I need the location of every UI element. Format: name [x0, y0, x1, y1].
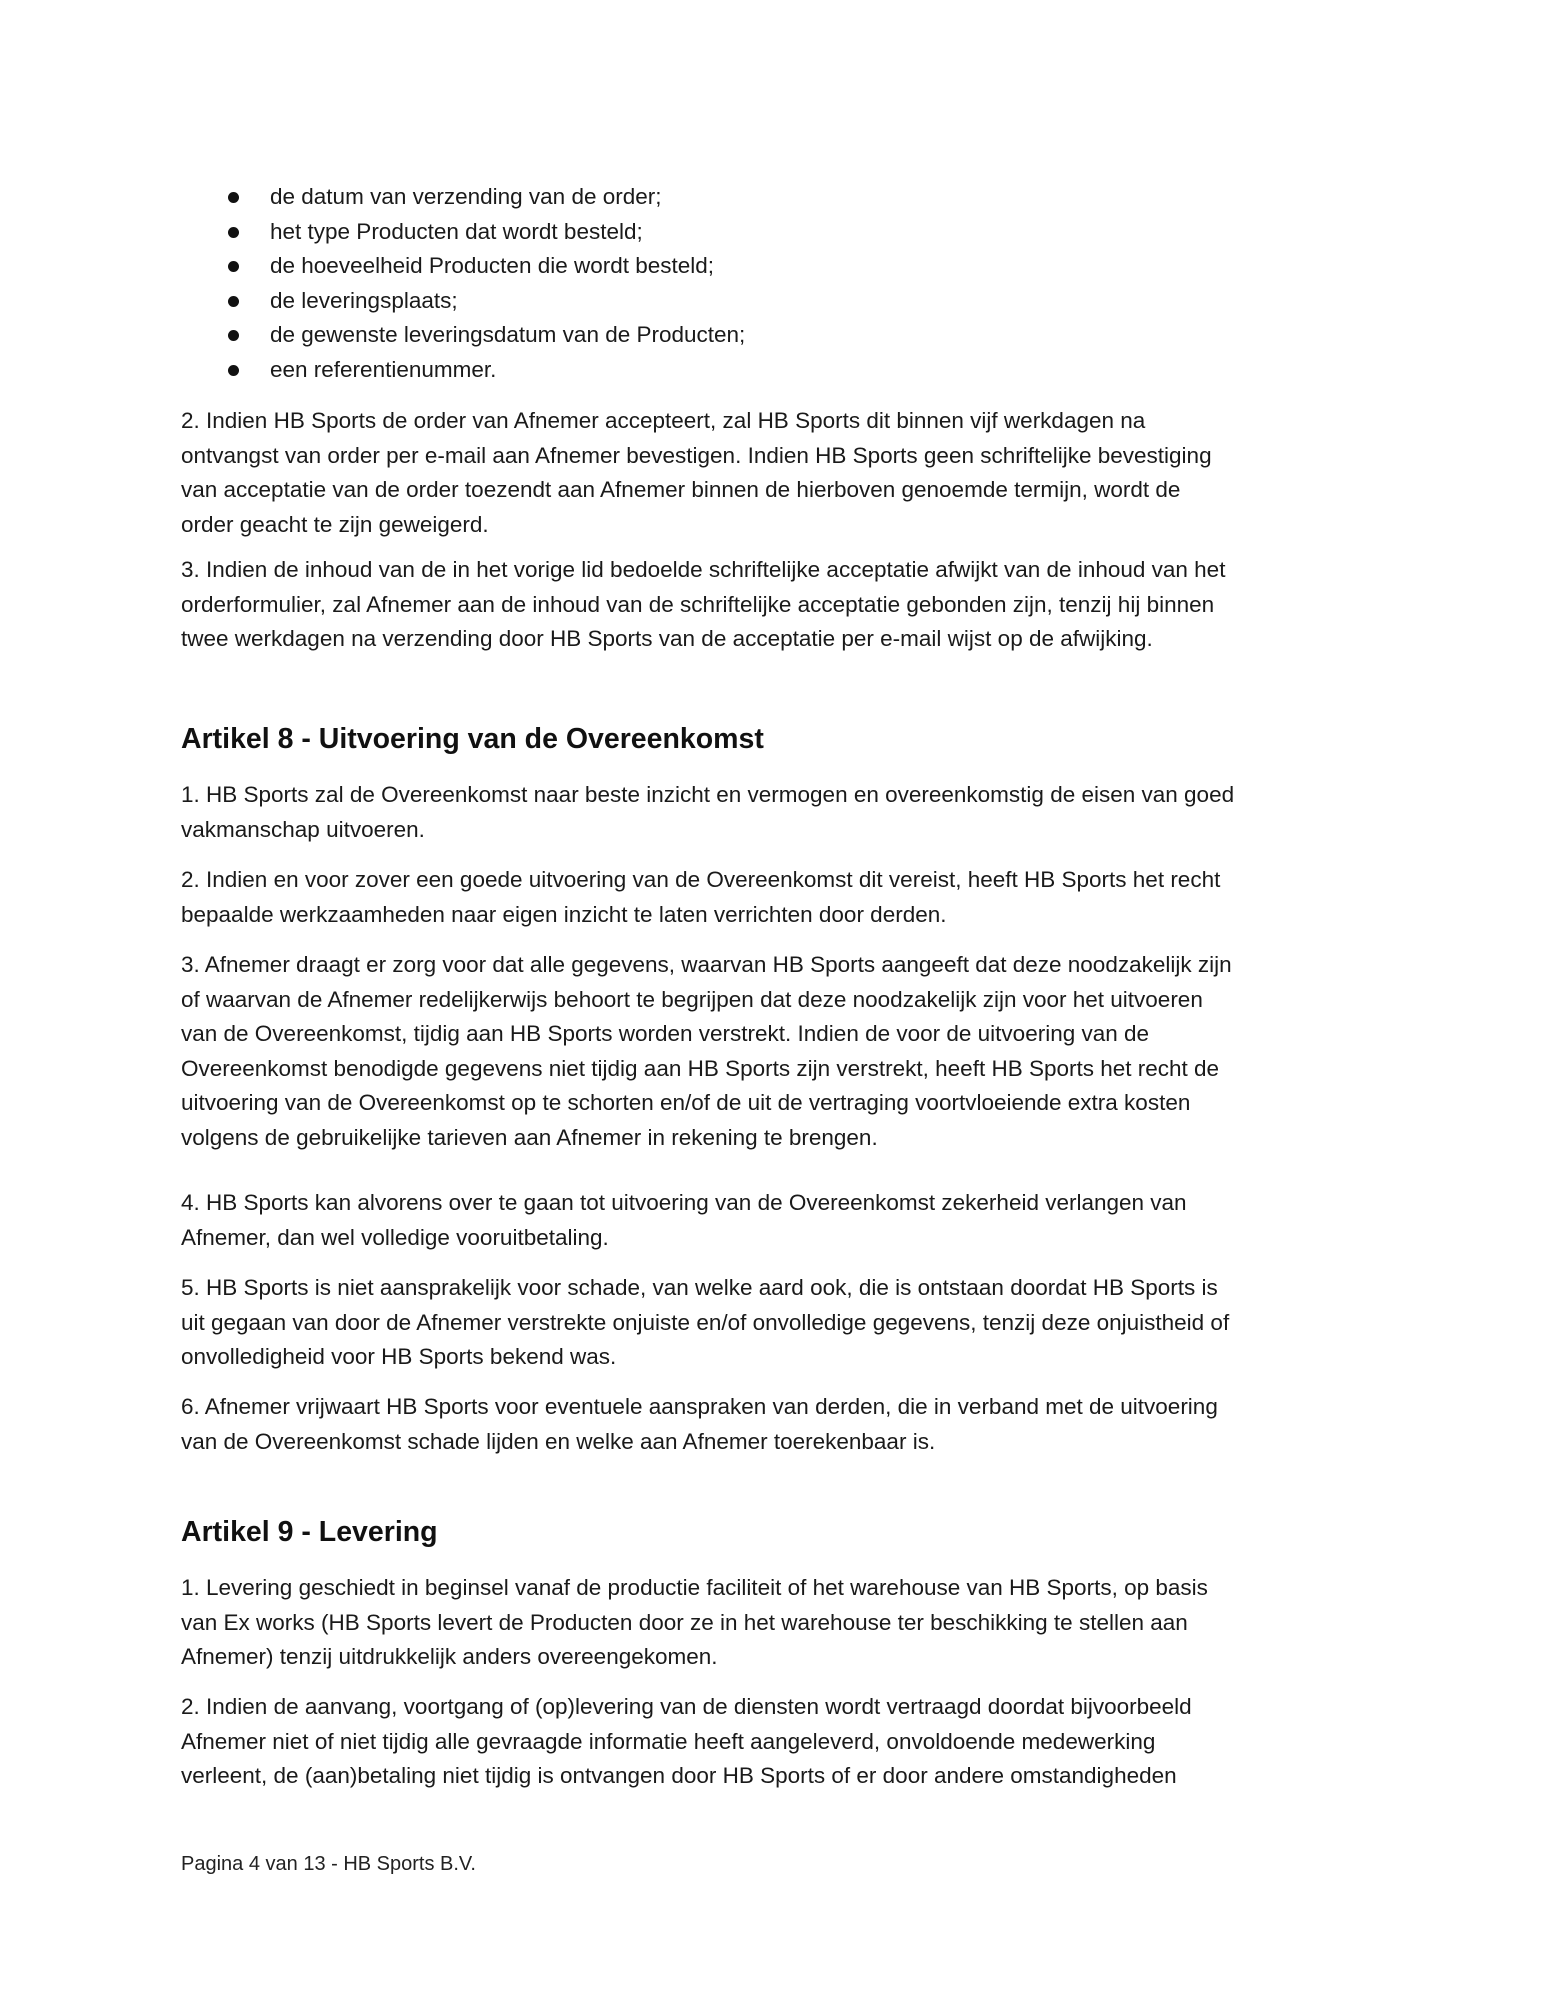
- bullet-icon: [228, 365, 239, 376]
- list-item: de gewenste leveringsdatum van de Producten;: [181, 318, 745, 353]
- bullet-icon: [228, 296, 239, 307]
- article8-paragraph-5: 5. HB Sports is niet aansprakelijk voor schade, van welke aard ook, die is ontstaan doordat HB Sports is uit gegaan van door de Afnemer verstrekte onjuiste en/of onvolledige gegevens, tenzij deze onjuistheid of onvolledigheid voor HB Sports bekend was.: [181, 1275, 1230, 1369]
- article8-paragraph-2: 2. Indien en voor zover een goede uitvoering van de Overeenkomst dit vereist, heeft HB Sports het recht bepaalde werkzaamheden naar eigen inzicht te laten verrichten door derden.: [181, 867, 1221, 927]
- list-item: de leveringsplaats;: [181, 284, 745, 319]
- article7-paragraph-3: 3. Indien de inhoud van de in het vorige lid bedoelde schriftelijke acceptatie afwijkt van de inhoud van het orderformulier, zal Afnemer aan de inhoud van de schriftelijke acceptatie gebonden zijn, tenzij hij binnen twee werkdagen na verzending door HB Sports van de acceptatie per e-mail wijst op de afwijking.: [181, 557, 1226, 651]
- bullet-icon: [228, 192, 239, 203]
- list-item: de hoeveelheid Producten die wordt besteld;: [181, 249, 745, 284]
- article9-paragraph-2: 2. Indien de aanvang, voortgang of (op)levering van de diensten wordt vertraagd doordat bijvoorbeeld Afnemer niet of niet tijdig alle gevraagde informatie heeft aangeleverd, onvoldoende medewerking verleent, de (aan)betaling niet tijdig is ontvangen door HB Sports of er door andere omstandigheden: [181, 1694, 1192, 1788]
- order-details-list: [181, 180, 745, 387]
- bullet-icon: [228, 261, 239, 272]
- article7-paragraph-2: 2. Indien HB Sports de order van Afnemer accepteert, zal HB Sports dit binnen vijf werkdagen na ontvangst van order per e-mail aan Afnemer bevestigen. Indien HB Sports geen schriftelijke bevestiging van acceptatie van de order toezendt aan Afnemer binnen de hierboven genoemde termijn, wordt de order geacht te zijn geweigerd.: [181, 408, 1212, 537]
- article8-paragraph-1: 1. HB Sports zal de Overeenkomst naar beste inzicht en vermogen en overeenkomstig de eisen van goed vakmanschap uitvoeren.: [181, 782, 1235, 842]
- bullet-icon: [228, 330, 239, 341]
- list-item: het type Producten dat wordt besteld;: [181, 215, 745, 250]
- bullet-icon: [228, 227, 239, 238]
- article8-heading: Artikel 8 - Uitvoering van de Overeenkomst: [181, 723, 764, 755]
- list-item: de datum van verzending van de order;: [181, 180, 745, 215]
- article8-paragraph-6: 6. Afnemer vrijwaart HB Sports voor eventuele aanspraken van derden, die in verband met de uitvoering van de Overeenkomst schade lijden en welke aan Afnemer toerekenbaar is.: [181, 1394, 1218, 1454]
- article8-paragraph-3: 3. Afnemer draagt er zorg voor dat alle gegevens, waarvan HB Sports aangeeft dat deze noodzakelijk zijn of waarvan de Afnemer redelijkerwijs behoort te begrijpen dat deze noodzakelijk zijn voor het uitvoeren van de Overeenkomst, tijdig aan HB Sports worden verstrekt. Indien de voor de uitvoering van de Overeenkomst benodigde gegevens niet tijdig aan HB Sports zijn verstrekt, heeft HB Sports het recht de uitvoering van de Overeenkomst op te schorten en/of de uit de vertraging voortvloeiende extra kosten volgens de gebruikelijke tarieven aan Afnemer in rekening te brengen.: [181, 952, 1232, 1150]
- list-item: een referentienummer.: [181, 353, 745, 388]
- article9-heading: Artikel 9 - Levering: [181, 1516, 438, 1548]
- page-footer: Pagina 4 van 13 - HB Sports B.V.: [181, 1853, 476, 1875]
- article9-paragraph-1: 1. Levering geschiedt in beginsel vanaf de productie faciliteit of het warehouse van HB Sports, op basis van Ex works (HB Sports levert de Producten door ze in het warehouse ter beschikking te stellen aan Afnemer) tenzij uitdrukkelijk anders overeengekomen.: [181, 1575, 1208, 1669]
- article8-paragraph-4: 4. HB Sports kan alvorens over te gaan tot uitvoering van de Overeenkomst zekerheid verlangen van Afnemer, dan wel volledige vooruitbetaling.: [181, 1190, 1187, 1250]
